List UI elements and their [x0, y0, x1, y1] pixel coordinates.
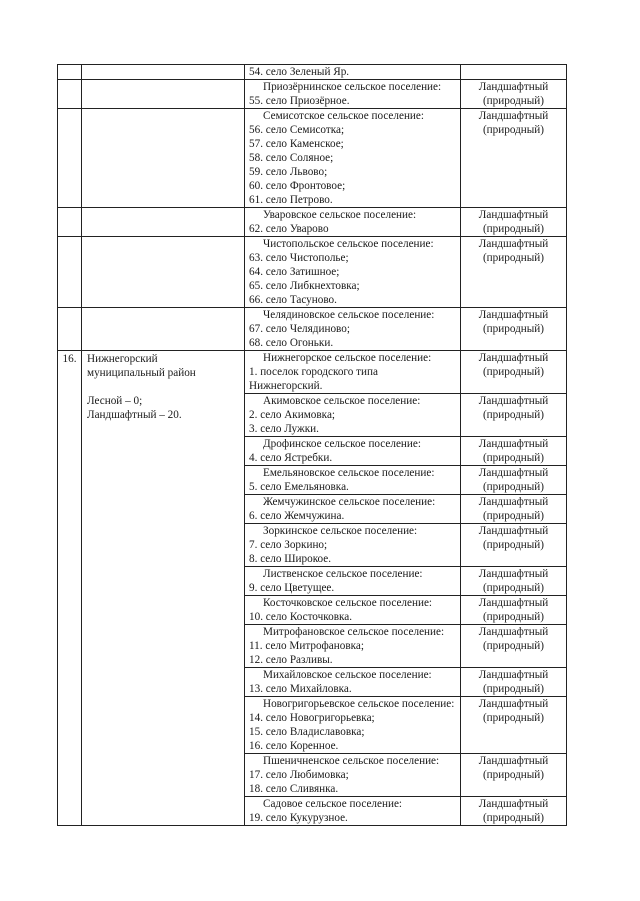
settlement-line: 5. село Емельяновка. — [249, 481, 349, 493]
settlement-cell — [245, 524, 461, 567]
settlement-group-title: Семисотское сельское поселение: — [263, 110, 424, 122]
row-number-cell — [58, 208, 82, 237]
type-line: (природный) — [482, 409, 545, 421]
settlement-line: 17. село Любимовка; — [249, 769, 349, 781]
settlement-line: 63. село Чистополье; — [249, 252, 349, 264]
district-cell — [82, 308, 245, 351]
settlement-group-title: Новогригорьевское сельское поселение: — [263, 698, 455, 710]
settlement-line: 59. село Львово; — [249, 166, 328, 178]
table-row — [58, 80, 567, 109]
settlement-cell — [245, 625, 461, 668]
settlement-line: 65. село Либкнехтовка; — [249, 280, 360, 292]
settlements-table — [57, 64, 567, 826]
settlement-group-title: Михайловское сельское поселение: — [263, 669, 432, 681]
settlement-line: 11. село Митрофановка; — [249, 640, 364, 652]
type-cell — [461, 567, 567, 596]
district-number: 16. — [62, 353, 77, 365]
settlement-cell — [245, 80, 461, 109]
row-number-cell — [58, 65, 82, 80]
type-line: (природный) — [482, 252, 545, 264]
settlement-line: 19. село Кукурузное. — [249, 812, 348, 824]
type-line: Ландшафтный — [478, 698, 549, 710]
type-line: (природный) — [482, 124, 545, 136]
type-cell — [461, 495, 567, 524]
type-line: Ландшафтный — [478, 110, 549, 122]
settlement-line: 2. село Акимовка; — [249, 409, 336, 421]
settlement-line: 58. село Соляное; — [249, 152, 334, 164]
type-line: (природный) — [482, 366, 545, 378]
type-line: (природный) — [482, 683, 545, 695]
settlement-group-title: Челядиновское сельское поселение: — [263, 309, 435, 321]
settlement-line: 10. село Косточковка. — [249, 611, 353, 623]
type-line: Ландшафтный — [478, 309, 549, 321]
table-row — [58, 351, 567, 394]
type-line: Ландшафтный — [478, 467, 549, 479]
settlement-cell — [245, 351, 461, 394]
settlement-group-title: Уваровское сельское поселение: — [263, 209, 417, 221]
settlement-group-title: Зоркинское сельское поселение: — [263, 525, 418, 537]
type-cell — [461, 65, 567, 80]
row-number-cell — [58, 237, 82, 308]
settlement-group-title: Косточковское сельское поселение: — [263, 597, 433, 609]
settlement-line: 1. поселок городского типа — [249, 366, 378, 378]
settlement-line: Нижнегорский. — [249, 380, 323, 392]
settlement-line: 55. село Приозёрное. — [249, 95, 350, 107]
settlement-group-title: Чистопольское сельское поселение: — [263, 238, 434, 250]
settlement-cell — [245, 208, 461, 237]
settlement-cell — [245, 797, 461, 826]
settlement-line: 62. село Уварово — [249, 223, 329, 235]
type-line: Ландшафтный — [478, 755, 549, 767]
type-line: (природный) — [482, 223, 545, 235]
table-row — [58, 208, 567, 237]
type-line: Ландшафтный — [478, 669, 549, 681]
settlement-cell — [245, 65, 461, 80]
settlement-cell — [245, 394, 461, 437]
settlement-group-title: Жемчужинское сельское поселение: — [263, 496, 436, 508]
table-row — [58, 65, 567, 80]
settlement-cell — [245, 437, 461, 466]
type-line: (природный) — [482, 611, 545, 623]
type-cell — [461, 466, 567, 495]
type-cell — [461, 524, 567, 567]
settlement-line: 14. село Новогригорьевка; — [249, 712, 375, 724]
settlement-cell — [245, 567, 461, 596]
settlement-line: 57. село Каменское; — [249, 138, 344, 150]
settlement-group-title: Акимовское сельское поселение: — [263, 395, 421, 407]
type-cell — [461, 351, 567, 394]
type-cell — [461, 394, 567, 437]
type-line: (природный) — [482, 582, 545, 594]
settlement-line: 7. село Зоркино; — [249, 539, 328, 551]
type-cell — [461, 237, 567, 308]
settlement-line: 60. село Фронтовое; — [249, 180, 346, 192]
type-cell — [461, 109, 567, 208]
settlement-cell — [245, 754, 461, 797]
type-line: Ландшафтный — [478, 209, 549, 221]
type-line: Ландшафтный — [478, 496, 549, 508]
settlement-cell — [245, 697, 461, 754]
type-line: Ландшафтный — [478, 438, 549, 450]
district-cell — [82, 208, 245, 237]
settlement-line: 61. село Петрово. — [249, 194, 333, 206]
type-cell — [461, 437, 567, 466]
row-number-cell — [58, 109, 82, 208]
settlement-group-title: Пшеничненское сельское поселение: — [263, 755, 440, 767]
settlement-group-title: Приозёрнинское сельское поселение: — [263, 81, 442, 93]
type-line: Ландшафтный — [478, 568, 549, 580]
settlement-group-title: Дрофинское сельское поселение: — [263, 438, 421, 450]
settlement-group-title: Нижнегорское сельское поселение: — [263, 352, 432, 364]
settlement-group-title: Емельяновское сельское поселение: — [263, 467, 435, 479]
settlement-line: 67. село Челядиново; — [249, 323, 350, 335]
settlement-line: 12. село Разливы. — [249, 654, 333, 666]
table-row — [58, 237, 567, 308]
district-name: муниципальный район — [87, 367, 196, 379]
type-cell — [461, 625, 567, 668]
table-row — [58, 308, 567, 351]
type-cell — [461, 596, 567, 625]
district-cell — [82, 80, 245, 109]
type-line: Ландшафтный — [478, 597, 549, 609]
type-cell — [461, 754, 567, 797]
type-line: (природный) — [482, 323, 545, 335]
settlement-line: 66. село Тасуново. — [249, 294, 337, 306]
settlement-line: 56. село Семисотка; — [249, 124, 345, 136]
district-cell — [82, 351, 245, 826]
settlement-cell — [245, 109, 461, 208]
type-cell — [461, 208, 567, 237]
settlement-line: 6. село Жемчужина. — [249, 510, 345, 522]
row-number-cell — [58, 351, 82, 826]
settlement-cell — [245, 495, 461, 524]
row-number-cell — [58, 308, 82, 351]
type-line: Ландшафтный — [478, 798, 549, 810]
spacer — [87, 380, 244, 394]
settlement-group-title: Митрофановское сельское поселение: — [263, 626, 445, 638]
type-cell — [461, 697, 567, 754]
district-summary: Ландшафтный – 20. — [87, 409, 182, 421]
type-cell — [461, 308, 567, 351]
district-summary: Лесной – 0; — [87, 395, 143, 407]
settlement-line: 18. село Сливянка. — [249, 783, 339, 795]
type-line: Ландшафтный — [478, 238, 549, 250]
settlement-line: 15. село Владиславовка; — [249, 726, 365, 738]
settlement-line: 64. село Затишное; — [249, 266, 340, 278]
settlement-line: 8. село Широкое. — [249, 553, 332, 565]
type-line: (природный) — [482, 769, 545, 781]
type-line: Ландшафтный — [478, 352, 549, 364]
district-cell — [82, 65, 245, 80]
district-name: Нижнегорский — [87, 353, 158, 365]
type-line: Ландшафтный — [478, 81, 549, 93]
type-line: (природный) — [482, 95, 545, 107]
settlement-line: 54. село Зеленый Яр. — [249, 66, 350, 78]
type-line: (природный) — [482, 712, 545, 724]
type-line: (природный) — [482, 539, 545, 551]
table-row — [58, 109, 567, 208]
settlement-line: 16. село Коренное. — [249, 740, 339, 752]
settlement-line: 13. село Михайловка. — [249, 683, 352, 695]
type-line: Ландшафтный — [478, 525, 549, 537]
settlement-line: 4. село Ястребки. — [249, 452, 333, 464]
settlement-cell — [245, 466, 461, 495]
settlement-group-title: Садовое сельское поселение: — [263, 798, 403, 810]
district-cell — [82, 109, 245, 208]
type-line: (природный) — [482, 452, 545, 464]
type-line: (природный) — [482, 812, 545, 824]
settlement-group-title: Лиственское сельское поселение: — [263, 568, 423, 580]
type-line: (природный) — [482, 510, 545, 522]
type-line: Ландшафтный — [478, 395, 549, 407]
settlement-line: 3. село Лужки. — [249, 423, 319, 435]
settlement-cell — [245, 668, 461, 697]
type-line: (природный) — [482, 481, 545, 493]
row-number-cell — [58, 80, 82, 109]
settlement-line: 9. село Цветущее. — [249, 582, 335, 594]
settlement-line: 68. село Огоньки. — [249, 337, 334, 349]
type-line: Ландшафтный — [478, 626, 549, 638]
settlement-cell — [245, 237, 461, 308]
type-cell — [461, 797, 567, 826]
type-cell — [461, 668, 567, 697]
type-cell — [461, 80, 567, 109]
settlement-cell — [245, 308, 461, 351]
settlement-cell — [245, 596, 461, 625]
district-cell — [82, 237, 245, 308]
type-line: (природный) — [482, 640, 545, 652]
